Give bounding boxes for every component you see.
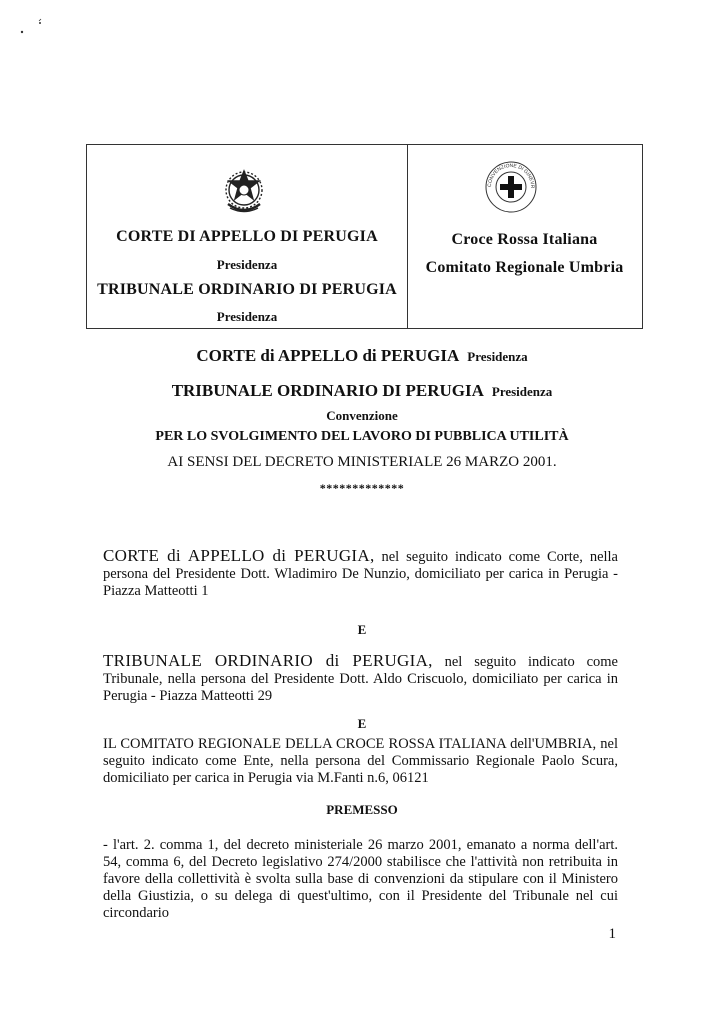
heading-decree: AI SENSI DEL DECRETO MINISTERIALE 26 MARZO 2001.: [167, 454, 557, 470]
header-court-title: CORTE DI APPELLO DI PERUGIA: [116, 228, 378, 245]
italian-emblem-icon: [222, 168, 266, 216]
paragraph-tribunal: [103, 652, 618, 705]
header-court-presidenza: Presidenza: [216, 257, 278, 272]
separator-e: E: [357, 716, 367, 731]
paragraph-court-lead: CORTE di APPELLO di PERUGIA,: [103, 546, 375, 565]
heading-convenzione: Convenzione: [326, 408, 398, 423]
page-number: 1: [608, 926, 616, 942]
paragraph-court: [103, 547, 618, 600]
header-tribunal-presidenza: Presidenza: [216, 309, 278, 324]
heading-tribunal-presidenza: Presidenza: [491, 384, 553, 399]
heading-line-court: [0, 346, 724, 366]
paragraph-tribunal-text: nel seguito indicato come Tribunale, nella persona del Presidente Dott. Aldo Criscuolo, domiciliato per carica in Perugia - Piazza Matteotti 29: [103, 654, 618, 704]
paragraph-committee: IL COMITATO REGIONALE DELLA CROCE ROSSA ITALIANA dell'UMBRIA, nel seguito indicato come Ente, nella persona del Commissario Regionale Paolo Scura, domiciliato per carica in Perugia via M.Fanti n.6, 06121: [103, 736, 618, 786]
heading-tribunal-name: TRIBUNALE ORDINARIO DI PERUGIA: [171, 381, 484, 400]
heading-court-name: CORTE di APPELLO di PERUGIA: [196, 346, 460, 365]
header-red-cross-title: Croce Rossa Italiana: [451, 231, 598, 248]
section-premesso: PREMESSO: [326, 802, 398, 817]
heading-court-presidenza: Presidenza: [467, 349, 528, 364]
seal-text: CONVENZIONE DI GINEVR: [486, 162, 536, 189]
separator-e: E: [357, 622, 367, 637]
stray-marks: [18, 18, 48, 38]
red-cross-seal-icon: [484, 160, 538, 214]
heading-line-tribunal: [0, 381, 724, 401]
header-red-cross-committee: Comitato Regionale Umbria: [425, 259, 624, 276]
paragraph-premesso-text: - l'art. 2. comma 1, del decreto ministeriale 26 marzo 2001, emanato a norma dell'art. 54, comma 6, del Decreto legislativo 274/2000 stabilisce che l'attività non retribuita in favore della collettività è svolta sulla base di convenzioni da stipulare con il Ministero della Giustizia, o su delega di quest'ultimo, con il Presidente del Tribunale nel cui circondario: [103, 837, 618, 921]
header-tribunal-title: TRIBUNALE ORDINARIO DI PERUGIA: [97, 281, 397, 298]
paragraph-court-text: nel seguito indicato come Corte, nella persona del Presidente Dott. Wladimiro De Nunzio, domiciliato per carica in Perugia - Piazza Matteotti 1: [103, 549, 618, 599]
paragraph-tribunal-lead: TRIBUNALE ORDINARIO di PERUGIA,: [103, 651, 433, 670]
heading-purpose: PER LO SVOLGIMENTO DEL LAVORO DI PUBBLICA UTILITÀ: [155, 429, 569, 444]
heading-stars: *************: [319, 481, 405, 495]
